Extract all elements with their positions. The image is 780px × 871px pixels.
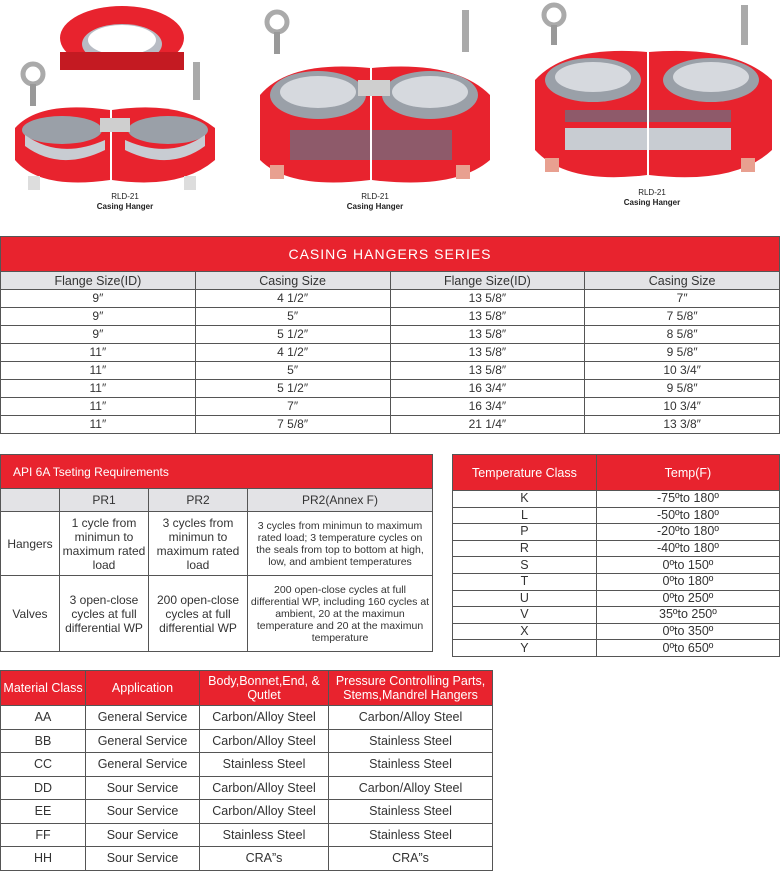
table-cell: HH [1, 847, 86, 871]
product-caption-3 [592, 188, 712, 208]
table-cell: 11″ [1, 416, 196, 434]
table-cell: 200 open-close cycles at full differential WP, including 160 cycles at ambient, 20 at the maximun temperature and 20 at the maximun temperature [248, 576, 433, 652]
table-cell: General Service [86, 729, 200, 753]
table-cell: CRA”s [329, 847, 493, 871]
product-caption-2 [315, 192, 435, 212]
table-row [1, 847, 493, 871]
table-cell: 5″ [195, 362, 390, 380]
table-cell: 7 5/8″ [585, 308, 780, 326]
product-model: RLD-21 [638, 188, 666, 197]
product-name: Casing Hanger [96, 202, 154, 211]
product-model: RLD-21 [361, 192, 389, 201]
table-cell: Carbon/Alloy Steel [200, 776, 329, 800]
table-row [453, 557, 780, 574]
table-cell: 0ºto 180º [596, 573, 779, 590]
table-cell: FF [1, 823, 86, 847]
table-cell: Carbon/Alloy Steel [329, 776, 493, 800]
table-cell: 35ºto 250º [596, 607, 779, 624]
table-cell: -50ºto 180º [596, 507, 779, 524]
table-cell: P [453, 524, 597, 541]
table-row [453, 491, 780, 508]
table-cell: X [453, 623, 597, 640]
table-cell: V [453, 607, 597, 624]
table-cell: 1 cycle from minimun to maximum rated load [60, 512, 149, 576]
table-cell: 13 3/8″ [585, 416, 780, 434]
product-image-1 [0, 0, 250, 225]
table-row [1, 706, 493, 730]
table-row [453, 573, 780, 590]
table-row [1, 776, 493, 800]
table-cell: 7″ [195, 398, 390, 416]
table-cell: 11″ [1, 362, 196, 380]
table-row [453, 507, 780, 524]
column-header: Application [86, 671, 200, 706]
table-cell: 5 1/2″ [195, 380, 390, 398]
table-cell: 5″ [195, 308, 390, 326]
table-cell: CRA”s [200, 847, 329, 871]
table-row [1, 290, 780, 308]
table-cell: 200 open-close cycles at full differential WP [149, 576, 248, 652]
table-cell: 11″ [1, 398, 196, 416]
table-cell: 21 1/4″ [390, 416, 585, 434]
table-cell: General Service [86, 753, 200, 777]
table-cell: AA [1, 706, 86, 730]
table-cell: 9 5/8″ [585, 344, 780, 362]
table-row [453, 590, 780, 607]
table-cell: T [453, 573, 597, 590]
column-header: Temperature Class [453, 455, 597, 491]
column-header: Casing Size [195, 272, 390, 290]
table-cell: 9″ [1, 290, 196, 308]
table-cell: Sour Service [86, 847, 200, 871]
table-title: API 6A Tseting Requirements [1, 455, 433, 489]
table-cell: Carbon/Alloy Steel [200, 800, 329, 824]
api-6a-testing-table [0, 454, 433, 652]
table-cell: S [453, 557, 597, 574]
product-image-2 [250, 0, 500, 225]
casing-hangers-table [0, 236, 780, 434]
table-cell: L [453, 507, 597, 524]
table-cell: 0ºto 350º [596, 623, 779, 640]
column-header: Casing Size [585, 272, 780, 290]
column-header: PR1 [60, 489, 149, 512]
table-cell: 9 5/8″ [585, 380, 780, 398]
table-cell: 13 5/8″ [390, 290, 585, 308]
table-cell: 10 3/4″ [585, 362, 780, 380]
row-label: Valves [1, 576, 60, 652]
product-name: Casing Hanger [623, 198, 681, 207]
table-cell: 4 1/2″ [195, 290, 390, 308]
table-cell: 13 5/8″ [390, 326, 585, 344]
column-header: Material Class [1, 671, 86, 706]
table-row [453, 640, 780, 657]
table-cell: DD [1, 776, 86, 800]
column-header-empty [1, 489, 60, 512]
column-header: PR2(Annex F) [248, 489, 433, 512]
table-cell: 16 3/4″ [390, 380, 585, 398]
table-cell: CC [1, 753, 86, 777]
table-row [453, 607, 780, 624]
table-row [1, 576, 433, 652]
table-cell: Carbon/Alloy Steel [200, 729, 329, 753]
product-name: Casing Hanger [346, 202, 404, 211]
table-cell: Stainless Steel [329, 823, 493, 847]
table-row [1, 344, 780, 362]
table-row [1, 380, 780, 398]
table-cell: -75ºto 180º [596, 491, 779, 508]
table-row [1, 326, 780, 344]
table-cell: Carbon/Alloy Steel [329, 706, 493, 730]
column-header: Pressure Controlling Parts, Stems,Mandrel Hangers [329, 671, 493, 706]
table-cell: 13 5/8″ [390, 344, 585, 362]
column-header: Body,Bonnet,End, & Qutlet [200, 671, 329, 706]
table-row [1, 308, 780, 326]
table-cell: K [453, 491, 597, 508]
table-cell: 5 1/2″ [195, 326, 390, 344]
product-model: RLD-21 [111, 192, 139, 201]
table-cell: Stainless Steel [329, 729, 493, 753]
table-row [1, 512, 433, 576]
table-cell: 11″ [1, 344, 196, 362]
table-cell: 11″ [1, 380, 196, 398]
table-cell: 13 5/8″ [390, 362, 585, 380]
table-cell: Sour Service [86, 800, 200, 824]
table-cell: 9″ [1, 326, 196, 344]
product-image-3 [527, 0, 777, 225]
table-cell: 0ºto 150º [596, 557, 779, 574]
table-cell: 0ºto 650º [596, 640, 779, 657]
column-header: Temp(F) [596, 455, 779, 491]
table-cell: 10 3/4″ [585, 398, 780, 416]
table-row [1, 398, 780, 416]
table-cell: Stainless Steel [200, 823, 329, 847]
table-row [1, 416, 780, 434]
table-cell: 3 open-close cycles at full differential WP [60, 576, 149, 652]
table-cell: 8 5/8″ [585, 326, 780, 344]
table-cell: EE [1, 800, 86, 824]
table-cell: 7″ [585, 290, 780, 308]
table-cell: 4 1/2″ [195, 344, 390, 362]
table-row [1, 753, 493, 777]
table-cell: Sour Service [86, 823, 200, 847]
table-row [1, 800, 493, 824]
table-cell: 13 5/8″ [390, 308, 585, 326]
table-row [453, 524, 780, 541]
table-cell: U [453, 590, 597, 607]
table-cell: 9″ [1, 308, 196, 326]
table-cell: BB [1, 729, 86, 753]
table-cell: 0ºto 250º [596, 590, 779, 607]
table-cell: 16 3/4″ [390, 398, 585, 416]
table-cell: -40ºto 180º [596, 540, 779, 557]
table-cell: 7 5/8″ [195, 416, 390, 434]
table-cell: Stainless Steel [329, 800, 493, 824]
temperature-class-table [452, 454, 780, 657]
table-row [1, 729, 493, 753]
table-row [1, 823, 493, 847]
table-cell: Stainless Steel [329, 753, 493, 777]
column-header: Flange Size(ID) [390, 272, 585, 290]
table-cell: Stainless Steel [200, 753, 329, 777]
table-title: CASING HANGERS SERIES [1, 237, 780, 272]
row-label: Hangers [1, 512, 60, 576]
table-cell: Y [453, 640, 597, 657]
table-cell: General Service [86, 706, 200, 730]
table-cell: Sour Service [86, 776, 200, 800]
table-row [1, 362, 780, 380]
table-cell: -20ºto 180º [596, 524, 779, 541]
table-cell: 3 cycles from minimun to maximum rated load [149, 512, 248, 576]
column-header: PR2 [149, 489, 248, 512]
table-row [453, 623, 780, 640]
material-class-table [0, 670, 493, 871]
product-caption-1 [65, 192, 185, 212]
table-cell: 3 cycles from minimun to maximum rated load; 3 temperature cycles on the seals from top to bottom at high, low, and ambient temperatures [248, 512, 433, 576]
column-header: Flange Size(ID) [1, 272, 196, 290]
table-cell: Carbon/Alloy Steel [200, 706, 329, 730]
table-cell: R [453, 540, 597, 557]
table-row [453, 540, 780, 557]
